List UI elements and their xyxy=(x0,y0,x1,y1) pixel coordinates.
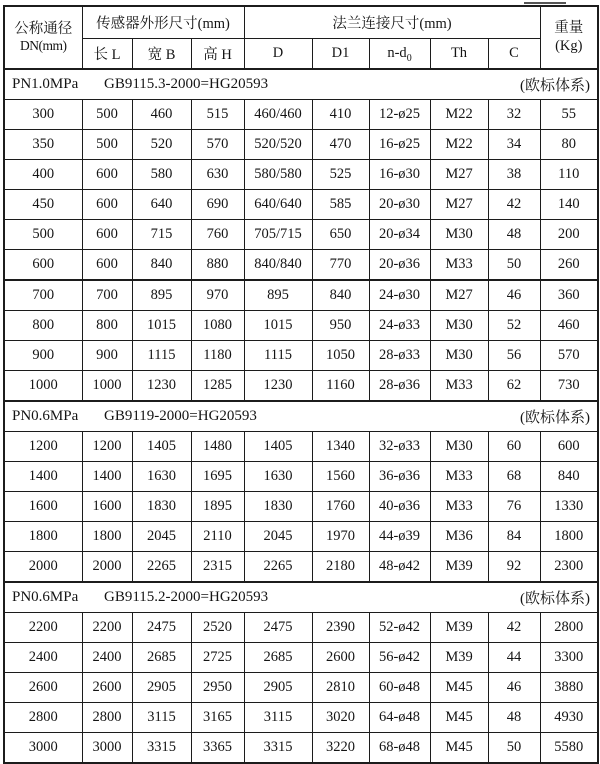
cell-width-b: 2045 xyxy=(132,522,191,552)
cell-c: 50 xyxy=(488,733,540,764)
cell-d1: 2810 xyxy=(312,673,369,703)
cell-weight: 1800 xyxy=(540,522,598,552)
cell-length-l: 2000 xyxy=(82,552,132,583)
table-row xyxy=(4,673,598,703)
header-flange-dimensions-group: 法兰连接尺寸(mm) xyxy=(244,6,540,39)
cell-d: 1405 xyxy=(244,432,312,462)
header-weight xyxy=(540,6,598,69)
cell-length-l: 2200 xyxy=(82,613,132,643)
cell-th: M45 xyxy=(430,703,488,733)
cell-height-h: 690 xyxy=(191,190,244,220)
cell-dn: 1600 xyxy=(4,492,82,522)
header-nominal-diameter xyxy=(4,6,82,69)
table-body xyxy=(4,69,598,763)
section-header-row xyxy=(4,582,598,613)
cell-weight: 140 xyxy=(540,190,598,220)
cell-weight: 600 xyxy=(540,432,598,462)
cell-length-l: 500 xyxy=(82,100,132,130)
cell-c: 84 xyxy=(488,522,540,552)
standard-system-note: (欧标体系) xyxy=(520,591,591,607)
header-c: C xyxy=(488,39,540,70)
cell-c: 34 xyxy=(488,130,540,160)
section-header-cell xyxy=(4,69,598,100)
header-sensor-dimensions-group: 传感器外形尺寸(mm) xyxy=(82,6,244,39)
header-weight-unit: (Kg) xyxy=(555,37,583,54)
cell-d1: 1560 xyxy=(312,462,369,492)
cell-d1: 2180 xyxy=(312,552,369,583)
cell-th: M22 xyxy=(430,100,488,130)
cell-n-d0: 16-ø25 xyxy=(369,130,430,160)
cell-height-h: 760 xyxy=(191,220,244,250)
cell-weight: 110 xyxy=(540,160,598,190)
cell-n-d0: 20-ø36 xyxy=(369,250,430,281)
cell-d: 460/460 xyxy=(244,100,312,130)
cell-d1: 770 xyxy=(312,250,369,281)
cell-dn: 600 xyxy=(4,250,82,281)
cell-n-d0: 32-ø33 xyxy=(369,432,430,462)
cell-height-h: 2725 xyxy=(191,643,244,673)
cell-dn: 1000 xyxy=(4,371,82,402)
cell-th: M39 xyxy=(430,643,488,673)
header-nominal-diameter-unit: DN(mm) xyxy=(20,38,67,54)
cell-th: M30 xyxy=(430,311,488,341)
section-header-cell xyxy=(4,582,598,613)
header-width-b: 宽 B xyxy=(132,39,191,70)
cell-length-l: 3000 xyxy=(82,733,132,764)
cell-dn: 450 xyxy=(4,190,82,220)
cell-width-b: 2685 xyxy=(132,643,191,673)
cell-weight: 730 xyxy=(540,371,598,402)
cell-width-b: 895 xyxy=(132,280,191,311)
cell-weight: 4930 xyxy=(540,703,598,733)
cell-weight: 1330 xyxy=(540,492,598,522)
header-weight-label: 重量 xyxy=(554,20,584,37)
cell-dn: 800 xyxy=(4,311,82,341)
cell-d: 1015 xyxy=(244,311,312,341)
cell-n-d0: 28-ø33 xyxy=(369,341,430,371)
cell-weight: 360 xyxy=(540,280,598,311)
cell-n-d0: 48-ø42 xyxy=(369,552,430,583)
cell-d: 2265 xyxy=(244,552,312,583)
cell-th: M33 xyxy=(430,492,488,522)
cell-d: 1830 xyxy=(244,492,312,522)
cell-dn: 2800 xyxy=(4,703,82,733)
cell-width-b: 580 xyxy=(132,160,191,190)
cell-width-b: 3115 xyxy=(132,703,191,733)
cell-d: 840/840 xyxy=(244,250,312,281)
cell-length-l: 1400 xyxy=(82,462,132,492)
table-row xyxy=(4,250,598,281)
cell-width-b: 1115 xyxy=(132,341,191,371)
cell-c: 62 xyxy=(488,371,540,402)
table-row xyxy=(4,522,598,552)
cell-c: 56 xyxy=(488,341,540,371)
cell-length-l: 700 xyxy=(82,280,132,311)
table-row xyxy=(4,280,598,311)
cell-weight: 200 xyxy=(540,220,598,250)
header-row-subcolumns xyxy=(4,39,598,70)
cell-width-b: 715 xyxy=(132,220,191,250)
cell-d: 520/520 xyxy=(244,130,312,160)
cell-n-d0: 68-ø48 xyxy=(369,733,430,764)
header-nominal-diameter-label: 公称通径 xyxy=(14,20,73,37)
pressure-rating-label: PN0.6MPa xyxy=(12,408,79,424)
cell-d: 895 xyxy=(244,280,312,311)
cell-dn: 900 xyxy=(4,341,82,371)
cell-d1: 3220 xyxy=(312,733,369,764)
cell-c: 38 xyxy=(488,160,540,190)
cell-length-l: 600 xyxy=(82,220,132,250)
header-n-d0-subscript: 0 xyxy=(406,52,412,64)
table-row xyxy=(4,703,598,733)
dimension-spec-table xyxy=(3,5,599,764)
header-row-groups xyxy=(4,6,598,39)
cell-length-l: 600 xyxy=(82,190,132,220)
table-row xyxy=(4,462,598,492)
cell-c: 60 xyxy=(488,432,540,462)
cell-length-l: 900 xyxy=(82,341,132,371)
cell-d1: 1050 xyxy=(312,341,369,371)
cell-c: 44 xyxy=(488,643,540,673)
cell-th: M30 xyxy=(430,220,488,250)
table-row xyxy=(4,643,598,673)
cell-d1: 525 xyxy=(312,160,369,190)
cell-height-h: 1695 xyxy=(191,462,244,492)
cell-height-h: 570 xyxy=(191,130,244,160)
cell-th: M22 xyxy=(430,130,488,160)
cell-d: 2905 xyxy=(244,673,312,703)
cell-c: 76 xyxy=(488,492,540,522)
table-row xyxy=(4,160,598,190)
cell-n-d0: 28-ø36 xyxy=(369,371,430,402)
cell-n-d0: 12-ø25 xyxy=(369,100,430,130)
header-height-h: 高 H xyxy=(191,39,244,70)
cell-width-b: 520 xyxy=(132,130,191,160)
cell-width-b: 840 xyxy=(132,250,191,281)
cell-dn: 1200 xyxy=(4,432,82,462)
cell-c: 42 xyxy=(488,613,540,643)
standard-code-label: GB9119-2000=HG20593 xyxy=(104,408,257,424)
table-row xyxy=(4,432,598,462)
pressure-rating-label: PN0.6MPa xyxy=(12,589,79,605)
cell-dn: 1400 xyxy=(4,462,82,492)
cell-d: 1115 xyxy=(244,341,312,371)
table-header xyxy=(4,6,598,69)
cell-n-d0: 60-ø48 xyxy=(369,673,430,703)
cell-height-h: 3365 xyxy=(191,733,244,764)
cell-c: 32 xyxy=(488,100,540,130)
section-header-cell xyxy=(4,401,598,432)
cell-d1: 1340 xyxy=(312,432,369,462)
cell-d: 2685 xyxy=(244,643,312,673)
table-row xyxy=(4,220,598,250)
cell-height-h: 2110 xyxy=(191,522,244,552)
cell-height-h: 2315 xyxy=(191,552,244,583)
table-row xyxy=(4,371,598,402)
cell-d: 3115 xyxy=(244,703,312,733)
cell-n-d0: 56-ø42 xyxy=(369,643,430,673)
cell-d: 705/715 xyxy=(244,220,312,250)
cell-c: 92 xyxy=(488,552,540,583)
cell-c: 48 xyxy=(488,220,540,250)
standard-system-note: (欧标体系) xyxy=(520,78,591,94)
cell-n-d0: 20-ø34 xyxy=(369,220,430,250)
cell-length-l: 2400 xyxy=(82,643,132,673)
cell-n-d0: 64-ø48 xyxy=(369,703,430,733)
cell-c: 46 xyxy=(488,673,540,703)
cell-c: 52 xyxy=(488,311,540,341)
cell-n-d0: 20-ø30 xyxy=(369,190,430,220)
cell-width-b: 2265 xyxy=(132,552,191,583)
table-row xyxy=(4,733,598,764)
cell-weight: 55 xyxy=(540,100,598,130)
cell-dn: 1800 xyxy=(4,522,82,552)
cell-weight: 2800 xyxy=(540,613,598,643)
cell-th: M30 xyxy=(430,341,488,371)
cell-c: 42 xyxy=(488,190,540,220)
cell-th: M33 xyxy=(430,462,488,492)
cell-height-h: 880 xyxy=(191,250,244,281)
cell-d1: 470 xyxy=(312,130,369,160)
cell-n-d0: 16-ø30 xyxy=(369,160,430,190)
cell-height-h: 630 xyxy=(191,160,244,190)
cell-weight: 260 xyxy=(540,250,598,281)
cell-th: M27 xyxy=(430,160,488,190)
cell-d1: 950 xyxy=(312,311,369,341)
table-row xyxy=(4,552,598,583)
cell-dn: 700 xyxy=(4,280,82,311)
cell-length-l: 2800 xyxy=(82,703,132,733)
cell-dn: 2200 xyxy=(4,613,82,643)
cell-width-b: 460 xyxy=(132,100,191,130)
table-row xyxy=(4,492,598,522)
cell-weight: 2300 xyxy=(540,552,598,583)
table-row xyxy=(4,100,598,130)
cell-c: 68 xyxy=(488,462,540,492)
cell-width-b: 2905 xyxy=(132,673,191,703)
cell-th: M30 xyxy=(430,432,488,462)
cell-th: M39 xyxy=(430,613,488,643)
cell-weight: 80 xyxy=(540,130,598,160)
cell-length-l: 800 xyxy=(82,311,132,341)
header-length-l: 长 L xyxy=(82,39,132,70)
cell-d: 2045 xyxy=(244,522,312,552)
cell-th: M36 xyxy=(430,522,488,552)
cell-dn: 2000 xyxy=(4,552,82,583)
cell-d: 1230 xyxy=(244,371,312,402)
cell-width-b: 640 xyxy=(132,190,191,220)
cell-dn: 3000 xyxy=(4,733,82,764)
cell-d: 2475 xyxy=(244,613,312,643)
cell-n-d0: 40-ø36 xyxy=(369,492,430,522)
cell-d1: 585 xyxy=(312,190,369,220)
cell-n-d0: 24-ø33 xyxy=(369,311,430,341)
cell-height-h: 3165 xyxy=(191,703,244,733)
cell-dn: 400 xyxy=(4,160,82,190)
cell-length-l: 600 xyxy=(82,160,132,190)
pressure-rating-label: PN1.0MPa xyxy=(12,76,79,92)
cell-height-h: 515 xyxy=(191,100,244,130)
cell-width-b: 1015 xyxy=(132,311,191,341)
cell-height-h: 1895 xyxy=(191,492,244,522)
table-row xyxy=(4,190,598,220)
cell-n-d0: 36-ø36 xyxy=(369,462,430,492)
cell-d1: 840 xyxy=(312,280,369,311)
scan-artifact-line xyxy=(524,2,566,4)
cell-c: 46 xyxy=(488,280,540,311)
table-row xyxy=(4,341,598,371)
cell-d: 580/580 xyxy=(244,160,312,190)
cell-length-l: 2600 xyxy=(82,673,132,703)
cell-d1: 650 xyxy=(312,220,369,250)
cell-c: 48 xyxy=(488,703,540,733)
table-row xyxy=(4,613,598,643)
cell-width-b: 3315 xyxy=(132,733,191,764)
cell-weight: 5580 xyxy=(540,733,598,764)
cell-weight: 3300 xyxy=(540,643,598,673)
cell-th: M45 xyxy=(430,673,488,703)
cell-length-l: 1000 xyxy=(82,371,132,402)
cell-d1: 1970 xyxy=(312,522,369,552)
cell-th: M33 xyxy=(430,371,488,402)
standard-system-note: (欧标体系) xyxy=(520,410,591,426)
cell-weight: 3880 xyxy=(540,673,598,703)
cell-d1: 2390 xyxy=(312,613,369,643)
cell-d1: 2600 xyxy=(312,643,369,673)
cell-dn: 300 xyxy=(4,100,82,130)
cell-height-h: 1480 xyxy=(191,432,244,462)
cell-height-h: 2520 xyxy=(191,613,244,643)
header-d1: D1 xyxy=(312,39,369,70)
cell-d1: 3020 xyxy=(312,703,369,733)
section-header-row xyxy=(4,401,598,432)
cell-length-l: 1600 xyxy=(82,492,132,522)
header-n-d0-prefix: n-d xyxy=(387,45,407,61)
cell-weight: 840 xyxy=(540,462,598,492)
cell-width-b: 2475 xyxy=(132,613,191,643)
cell-weight: 460 xyxy=(540,311,598,341)
cell-height-h: 1080 xyxy=(191,311,244,341)
header-th: Th xyxy=(430,39,488,70)
cell-dn: 2600 xyxy=(4,673,82,703)
cell-n-d0: 44-ø39 xyxy=(369,522,430,552)
cell-height-h: 1285 xyxy=(191,371,244,402)
cell-weight: 570 xyxy=(540,341,598,371)
cell-th: M45 xyxy=(430,733,488,764)
cell-n-d0: 52-ø42 xyxy=(369,613,430,643)
cell-height-h: 970 xyxy=(191,280,244,311)
cell-n-d0: 24-ø30 xyxy=(369,280,430,311)
cell-d1: 1760 xyxy=(312,492,369,522)
header-n-d0 xyxy=(369,39,430,70)
cell-d1: 1160 xyxy=(312,371,369,402)
cell-d: 3315 xyxy=(244,733,312,764)
cell-dn: 350 xyxy=(4,130,82,160)
cell-length-l: 1200 xyxy=(82,432,132,462)
cell-width-b: 1230 xyxy=(132,371,191,402)
cell-width-b: 1405 xyxy=(132,432,191,462)
standard-code-label: GB9115.2-2000=HG20593 xyxy=(104,589,269,605)
section-header-row xyxy=(4,69,598,100)
cell-length-l: 1800 xyxy=(82,522,132,552)
table-row xyxy=(4,311,598,341)
cell-c: 50 xyxy=(488,250,540,281)
cell-height-h: 2950 xyxy=(191,673,244,703)
cell-th: M33 xyxy=(430,250,488,281)
cell-dn: 2400 xyxy=(4,643,82,673)
cell-dn: 500 xyxy=(4,220,82,250)
header-d: D xyxy=(244,39,312,70)
cell-th: M27 xyxy=(430,190,488,220)
standard-code-label: GB9115.3-2000=HG20593 xyxy=(104,76,269,92)
cell-th: M27 xyxy=(430,280,488,311)
cell-d1: 410 xyxy=(312,100,369,130)
cell-d: 1630 xyxy=(244,462,312,492)
cell-length-l: 500 xyxy=(82,130,132,160)
cell-length-l: 600 xyxy=(82,250,132,281)
cell-height-h: 1180 xyxy=(191,341,244,371)
cell-width-b: 1630 xyxy=(132,462,191,492)
table-row xyxy=(4,130,598,160)
cell-width-b: 1830 xyxy=(132,492,191,522)
cell-th: M39 xyxy=(430,552,488,583)
cell-d: 640/640 xyxy=(244,190,312,220)
